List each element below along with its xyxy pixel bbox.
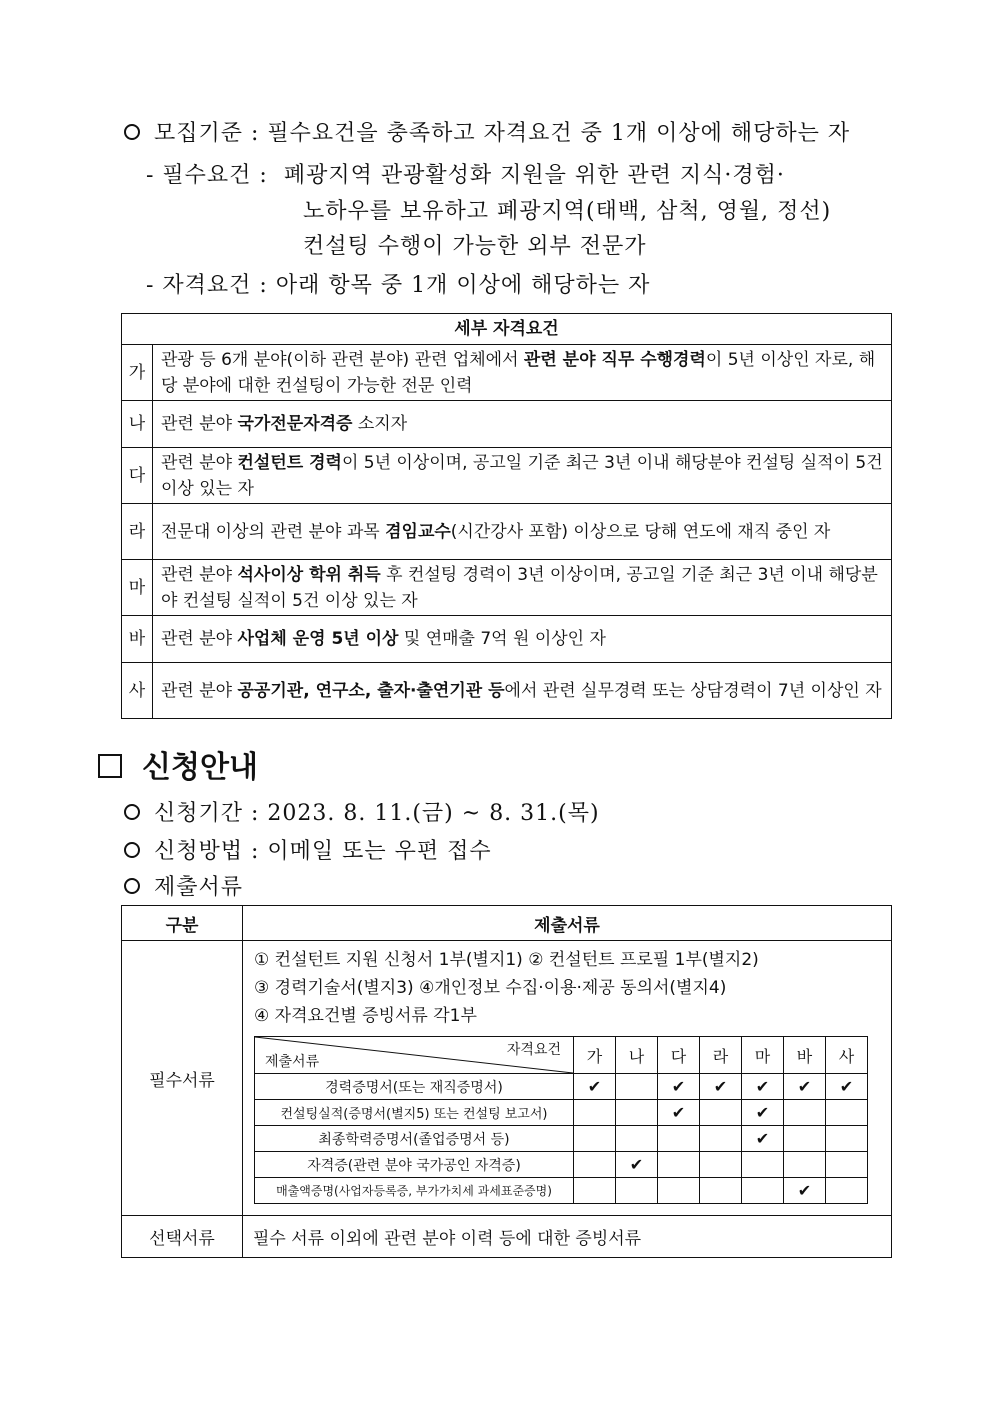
section-title: 신청안내	[142, 750, 258, 785]
matrix-doc-name: 경력증명서(또는 재직증명서)	[255, 1074, 574, 1100]
check-mark	[616, 1126, 658, 1152]
qualification-table-header: 세부 자격요건	[122, 314, 892, 345]
row-text: 관광 등 6개 분야(이하 관련 분야) 관련 업체에서 관련 분야 직무 수행경력이 5년 이상인 자로, 해당 분야에 대한 컨설팅이 가능한 전문 인력	[153, 345, 892, 401]
check-mark	[574, 1126, 616, 1152]
check-mark	[658, 1178, 700, 1204]
criteria-main	[124, 116, 850, 147]
table-row	[122, 448, 892, 504]
circle-bullet-icon	[124, 878, 140, 894]
check-mark	[700, 1178, 742, 1204]
check-mark	[826, 1126, 868, 1152]
required-doc-line: ④ 자격요건별 증빙서류 각1부	[254, 1006, 477, 1026]
matrix-doc-name: 자격증(관련 분야 국가공인 자격증)	[255, 1152, 574, 1178]
matrix-doc-name: 매출액증명(사업자등록증, 부가가치세 과세표준증명)	[255, 1178, 574, 1204]
required-line-3: 컨설팅 수행이 가능한 외부 전문가	[303, 234, 647, 259]
check-mark	[826, 1100, 868, 1126]
check-mark	[784, 1152, 826, 1178]
check-mark	[616, 1178, 658, 1204]
check-mark	[700, 1152, 742, 1178]
check-mark	[574, 1100, 616, 1126]
matrix-row	[255, 1126, 868, 1152]
check-mark: ✔	[658, 1074, 700, 1100]
check-mark: ✔	[742, 1126, 784, 1152]
qualification-table	[121, 313, 892, 719]
table-row	[122, 401, 892, 448]
check-mark: ✔	[784, 1074, 826, 1100]
table-row	[122, 345, 892, 401]
circle-bullet-icon	[124, 804, 140, 820]
row-label: 라	[122, 504, 153, 560]
row-label: 마	[122, 560, 153, 616]
required-docs-label: 필수서류	[122, 941, 243, 1216]
col-header-documents: 제출서류	[243, 906, 892, 941]
check-mark	[700, 1126, 742, 1152]
matrix-doc-name: 최종학력증명서(졸업증명서 등)	[255, 1126, 574, 1152]
row-text: 관련 분야 석사이상 학위 취득 후 컨설팅 경력이 3년 이상이며, 공고일 기준 최근 3년 이내 해당분야 컨설팅 실적이 5건 이상 있는 자	[153, 560, 892, 616]
check-mark	[574, 1178, 616, 1204]
required-doc-line: ③ 경력기술서(별지3) ④개인정보 수집·이용·제공 동의서(별지4)	[254, 978, 727, 998]
matrix-doc-name: 컨설팅실적(증명서(별지5) 또는 컨설팅 보고서)	[255, 1100, 574, 1126]
circle-bullet-icon	[124, 842, 140, 858]
check-mark	[826, 1152, 868, 1178]
table-row	[122, 616, 892, 663]
check-mark	[742, 1152, 784, 1178]
check-mark: ✔	[826, 1074, 868, 1100]
check-mark	[574, 1152, 616, 1178]
required-doc-line: ① 컨설턴트 지원 신청서 1부(별지1) ② 컨설턴트 프로필 1부(별지2)	[254, 950, 759, 970]
matrix-row	[255, 1100, 868, 1126]
matrix-corner-cell	[255, 1037, 574, 1074]
row-label: 바	[122, 616, 153, 663]
period-line	[124, 796, 600, 827]
documents-table	[121, 905, 892, 1258]
check-mark	[784, 1126, 826, 1152]
row-text: 관련 분야 공공기관, 연구소, 출자·출연기관 등에서 관련 실무경력 또는 상담경력이 7년 이상인 자	[153, 663, 892, 719]
table-row-optional	[122, 1216, 892, 1258]
matrix-row	[255, 1152, 868, 1178]
check-mark: ✔	[616, 1152, 658, 1178]
criteria-main-text: 모집기준 : 필수요건을 충족하고 자격요건 중 1개 이상에 해당하는 자	[154, 121, 851, 146]
required-line-1	[146, 158, 785, 189]
col-header-category: 구분	[122, 906, 243, 941]
row-label: 가	[122, 345, 153, 401]
row-text: 관련 분야 사업체 운영 5년 이상 및 연매출 7억 원 이상인 자	[153, 616, 892, 663]
section-heading	[98, 742, 258, 786]
optional-docs-label: 선택서류	[122, 1216, 243, 1258]
check-mark	[616, 1100, 658, 1126]
check-mark: ✔	[784, 1178, 826, 1204]
matrix-row	[255, 1178, 868, 1204]
check-mark	[742, 1178, 784, 1204]
matrix-col-header: 바	[784, 1037, 826, 1074]
matrix-col-header: 마	[742, 1037, 784, 1074]
optional-docs-text: 필수 서류 이외에 관련 분야 이력 등에 대한 증빙서류	[243, 1216, 892, 1258]
table-row	[122, 663, 892, 719]
check-matrix	[254, 1036, 868, 1204]
qualification-line: - 자격요건 : 아래 항목 중 1개 이상에 해당하는 자	[146, 273, 651, 298]
row-text: 관련 분야 국가전문자격증 소지자	[153, 401, 892, 448]
period-text: 신청기간 : 2023. 8. 11.(금) ~ 8. 31.(목)	[154, 801, 600, 826]
check-mark	[826, 1178, 868, 1204]
corner-top-label: 자격요건	[506, 1042, 561, 1058]
matrix-col-header: 라	[700, 1037, 742, 1074]
check-mark: ✔	[658, 1100, 700, 1126]
row-label: 다	[122, 448, 153, 504]
table-row	[122, 560, 892, 616]
check-mark	[658, 1126, 700, 1152]
required-docs-cell	[243, 941, 892, 1216]
row-text: 전문대 이상의 관련 분야 과목 겸임교수(시간강사 포함) 이상으로 당해 연도에 재직 중인 자	[153, 504, 892, 560]
row-label: 나	[122, 401, 153, 448]
check-mark: ✔	[742, 1074, 784, 1100]
required-text-1: 폐광지역 관광활성화 지원을 위한 관련 지식·경험·	[283, 163, 785, 188]
matrix-col-header: 사	[826, 1037, 868, 1074]
table-row-required	[122, 941, 892, 1216]
method-line	[124, 834, 492, 865]
circle-bullet-icon	[124, 124, 140, 140]
corner-bottom-label: 제출서류	[265, 1054, 320, 1070]
docs-text: 제출서류	[154, 875, 244, 900]
matrix-col-header: 나	[616, 1037, 658, 1074]
check-mark: ✔	[700, 1074, 742, 1100]
check-mark	[616, 1074, 658, 1100]
check-mark	[700, 1100, 742, 1126]
row-text: 관련 분야 컨설턴트 경력이 5년 이상이며, 공고일 기준 최근 3년 이내 해당분야 컨설팅 실적이 5건 이상 있는 자	[153, 448, 892, 504]
check-mark: ✔	[742, 1100, 784, 1126]
required-label: - 필수요건 :	[146, 163, 268, 188]
matrix-col-header: 가	[574, 1037, 616, 1074]
matrix-col-header: 다	[658, 1037, 700, 1074]
row-label: 사	[122, 663, 153, 719]
check-mark	[658, 1152, 700, 1178]
method-text: 신청방법 : 이메일 또는 우편 접수	[154, 839, 492, 864]
square-bullet-icon	[98, 754, 122, 778]
docs-line	[124, 870, 243, 901]
check-mark: ✔	[574, 1074, 616, 1100]
check-mark	[784, 1100, 826, 1126]
matrix-row	[255, 1074, 868, 1100]
required-line-2: 노하우를 보유하고 폐광지역(태백, 삼척, 영월, 정선)	[303, 199, 832, 224]
table-row	[122, 504, 892, 560]
